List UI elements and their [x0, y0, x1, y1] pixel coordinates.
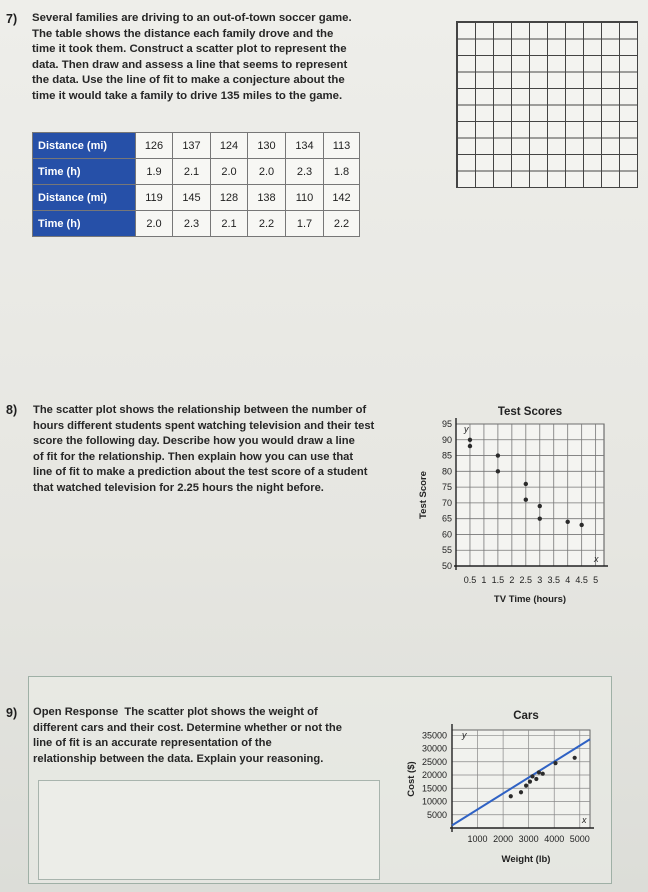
q8-line: line of fit to make a prediction about the test score of a student — [33, 466, 368, 479]
q9-line: The scatter plot shows the weight of — [124, 706, 318, 718]
y-tick-label: 65 — [441, 513, 452, 524]
table-cell: 2.2 — [324, 211, 360, 237]
table-cell: 1.9 — [136, 159, 173, 185]
x-tick-label: 2.5 — [519, 575, 533, 585]
table-cell: 113 — [324, 133, 360, 159]
data-point — [528, 780, 532, 784]
y-axis-label: Test Score — [418, 471, 429, 519]
table-cell: 2.0 — [211, 159, 248, 185]
data-point — [530, 774, 534, 778]
y-tick-label: 90 — [441, 434, 452, 445]
table-cell: 128 — [211, 185, 248, 211]
table-cell: 124 — [211, 133, 248, 159]
open-response-label: Open Response — [33, 706, 119, 718]
table-cell: 134 — [286, 133, 324, 159]
y-tick-label: 60 — [441, 529, 452, 540]
x-axis-letter: x — [582, 815, 587, 825]
x-tick-label: 4 — [565, 575, 571, 585]
y-tick-label: 5000 — [426, 809, 447, 820]
table-cell: 1.8 — [324, 159, 360, 185]
y-axis-letter: y — [462, 730, 467, 740]
q7-line: time it took them. Construct a scatter plot to represent the — [32, 43, 347, 56]
y-tick-label: 70 — [441, 497, 452, 508]
q7-line: Several families are driving to an out-of-town soccer game. — [32, 12, 352, 24]
y-tick-label: 50 — [441, 561, 452, 571]
chart-title: Cars — [513, 710, 539, 722]
y-tick-label: 75 — [441, 482, 452, 493]
y-tick-label: 20000 — [421, 770, 447, 781]
q7-line: the data. Use the line of fit to make a conjecture about the — [32, 74, 345, 87]
y-tick-label: 35000 — [421, 730, 447, 741]
q8-line: of fit for the relationship. Then explain how you can use that — [33, 450, 354, 463]
row-header: Distance (mi) — [33, 133, 136, 159]
table-cell: 2.3 — [173, 211, 211, 237]
x-tick-label: 0.5 — [463, 575, 477, 585]
data-point — [524, 784, 528, 788]
q8-line: that watched television for 2.25 hours the night before. — [33, 481, 324, 494]
x-axis-label: Weight (lb) — [501, 854, 551, 865]
x-tick-label: 2 — [509, 575, 515, 585]
table-cell: 138 — [248, 185, 286, 211]
x-tick-label: 5 — [593, 575, 599, 585]
q9-line: different cars and their cost. Determine whether or not the — [33, 721, 342, 734]
x-tick-label: 1.5 — [491, 575, 505, 585]
q7-line: time it would take a family to drive 135 miles to the game. — [32, 89, 343, 102]
q8-line: The scatter plot shows the relationship between the number of — [33, 404, 367, 416]
x-tick-label: 2000 — [493, 834, 514, 844]
table-cell: 142 — [324, 185, 360, 211]
table-cell: 137 — [173, 133, 211, 159]
y-tick-label: 55 — [441, 545, 452, 556]
table-cell: 1.7 — [286, 211, 324, 237]
table-cell: 2.1 — [173, 159, 211, 185]
table-cell: 126 — [136, 133, 173, 159]
row-header: Time (h) — [33, 211, 136, 237]
x-tick-label: 5000 — [569, 834, 590, 844]
chart-title: Test Scores — [497, 406, 563, 418]
question-8-number: 8) — [6, 403, 18, 417]
x-tick-label: 3000 — [518, 834, 539, 844]
table-cell: 2.0 — [248, 159, 286, 185]
q7-line: The table shows the distance each family drove and the — [32, 27, 334, 40]
table-cell: 2.3 — [286, 159, 324, 185]
table-cell: 2.1 — [211, 211, 248, 237]
data-point — [537, 770, 541, 774]
data-point — [541, 772, 545, 776]
row-header: Time (h) — [33, 159, 136, 185]
q8-line: hours different students spent watching television and their test — [33, 419, 375, 432]
x-tick-label: 1 — [481, 575, 487, 585]
y-tick-label: 15000 — [421, 783, 447, 794]
y-tick-label: 25000 — [421, 756, 447, 767]
y-tick-label: 30000 — [421, 743, 447, 754]
table-cell: 2.0 — [136, 211, 173, 237]
x-tick-label: 3 — [537, 575, 543, 585]
question-7-number: 7) — [6, 12, 18, 26]
data-point — [573, 756, 577, 760]
y-axis-label: Cost ($) — [406, 761, 417, 797]
y-tick-label: 95 — [441, 419, 452, 429]
table-cell: 119 — [136, 185, 173, 211]
row-header: Distance (mi) — [33, 185, 136, 211]
y-tick-label: 85 — [441, 450, 452, 461]
y-tick-label: 80 — [441, 466, 452, 477]
data-point — [509, 794, 513, 798]
table-cell: 145 — [173, 185, 211, 211]
x-tick-label: 4000 — [544, 834, 565, 844]
data-point — [519, 790, 523, 794]
data-point — [553, 761, 557, 765]
q9-line: relationship between the data. Explain your reasoning. — [33, 752, 324, 765]
question-9-number: 9) — [6, 706, 18, 720]
table-cell: 2.2 — [248, 211, 286, 237]
x-tick-label: 4.5 — [575, 575, 588, 585]
q7-line: data. Then draw and assess a line that seems to represent — [32, 58, 348, 71]
y-tick-label: 10000 — [421, 796, 447, 807]
x-axis-letter: x — [594, 554, 599, 564]
x-tick-label: 1000 — [467, 834, 488, 844]
y-axis-letter: y — [464, 424, 469, 434]
x-axis-label: TV Time (hours) — [493, 594, 567, 605]
table-cell: 130 — [248, 133, 286, 159]
q8-line: score the following day. Describe how you would draw a line — [33, 435, 355, 448]
table-cell: 110 — [286, 185, 324, 211]
data-point — [534, 777, 538, 781]
q9-line: line of fit is an accurate representation of the — [33, 737, 272, 750]
x-tick-label: 3.5 — [547, 575, 560, 585]
